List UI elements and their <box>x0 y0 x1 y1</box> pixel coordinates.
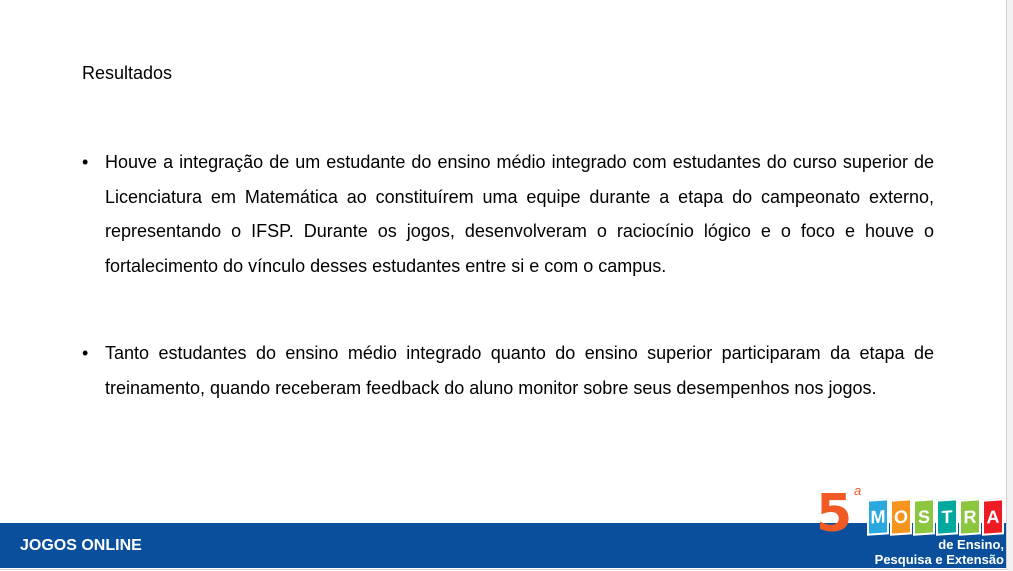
logo-letter: O <box>890 498 912 536</box>
logo-subtitle <box>875 537 1004 567</box>
logo-letter: M <box>867 498 889 536</box>
bullet-marker: • <box>82 343 89 363</box>
bullet-text: Houve a integração de um estudante do ensino médio integrado com estudantes do curso superior de Licenciatura em Matemática ao constituírem uma equipe durante a etapa do campeonato externo, representando o IFSP. Durante os jogos, desenvolveram o raciocínio lógico e o foco e houve o fortalecimento do vínculo desses estudantes entre si e com o campus. <box>105 152 934 276</box>
slide-title: Resultados <box>82 63 173 83</box>
logo-ordinal: a <box>854 483 862 498</box>
logo-letter: R <box>959 498 981 536</box>
logo-line2: Pesquisa e Extensão <box>874 552 1004 567</box>
mostra-logo <box>816 484 1006 568</box>
logo-number: 5 <box>816 484 853 544</box>
bullet-item <box>82 145 934 283</box>
bullet-item <box>82 336 934 405</box>
logo-line1: de Ensino, <box>938 537 1004 552</box>
logo-letter: A <box>982 498 1004 536</box>
logo-letter: T <box>936 498 958 536</box>
bullet-marker: • <box>82 152 89 172</box>
bullet-text: Tanto estudantes do ensino médio integrado quanto do ensino superior participaram da etapa de treinamento, quando receberam feedback do aluno monitor sobre seus desempenhos nos jogos. <box>105 343 934 398</box>
logo-letter: S <box>913 498 935 536</box>
window-edge <box>1007 0 1013 571</box>
footer-label: JOGOS ONLINE <box>20 537 142 554</box>
logo-letters <box>867 499 1004 535</box>
